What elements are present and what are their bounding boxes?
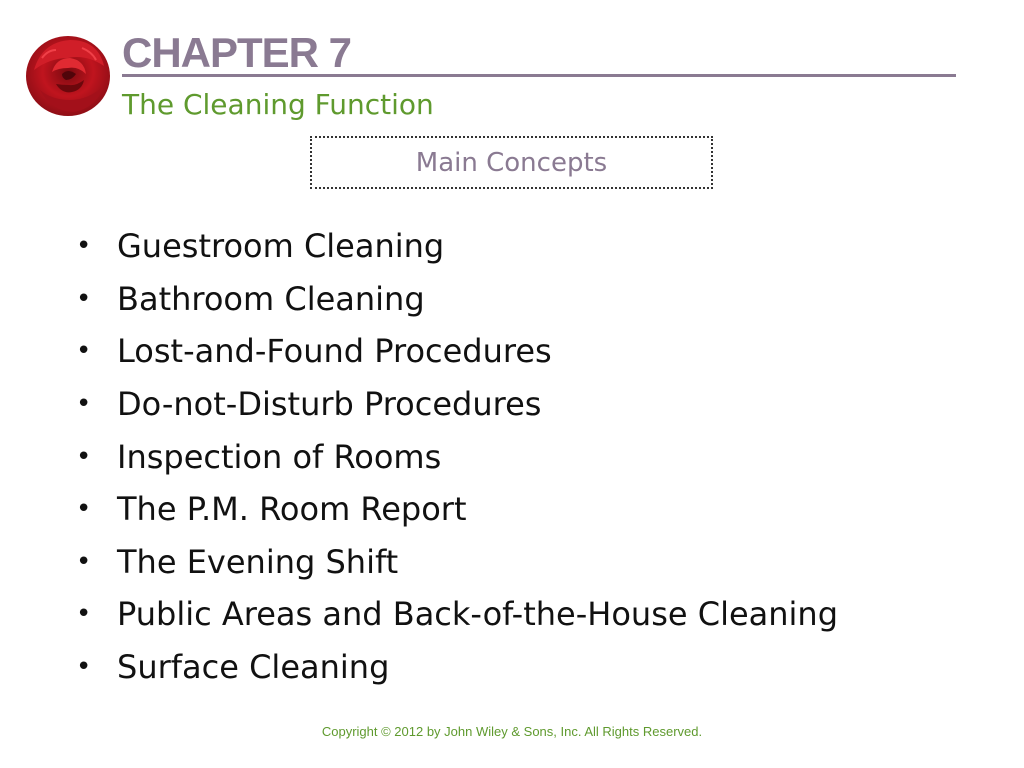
chapter-title: CHAPTER 7: [122, 29, 352, 76]
concept-text: The P.M. Room Report: [117, 490, 467, 529]
concept-text: Public Areas and Back-of-the-House Cleaning: [117, 595, 839, 634]
bullet-icon: •: [76, 336, 92, 367]
main-concepts-box: [310, 136, 713, 189]
list-item: [76, 220, 838, 273]
list-item: [76, 588, 838, 641]
list-item: [76, 378, 838, 431]
list-item: [76, 273, 838, 326]
list-item: [76, 641, 838, 694]
list-item: [76, 483, 838, 536]
list-item: [76, 325, 838, 378]
chapter-subtitle: The Cleaning Function: [122, 88, 434, 121]
title-underline: [122, 74, 956, 77]
bullet-icon: •: [76, 283, 92, 314]
bullet-icon: •: [76, 389, 92, 420]
concept-list: [76, 220, 838, 693]
copyright-notice: [0, 724, 1024, 739]
concept-text: Guestroom Cleaning: [117, 227, 445, 266]
main-concepts-label: Main Concepts: [415, 147, 608, 178]
rose-icon: [22, 28, 114, 120]
bullet-icon: •: [76, 652, 92, 683]
bullet-icon: •: [76, 231, 92, 262]
concept-text: Surface Cleaning: [117, 648, 390, 687]
bullet-icon: •: [76, 599, 92, 630]
concept-text: Inspection of Rooms: [117, 437, 442, 476]
concept-text: The Evening Shift: [117, 542, 399, 581]
bullet-icon: •: [76, 494, 92, 525]
copyright-text: Copyright © 2012 by John Wiley & Sons, Inc. All Rights Reserved.: [321, 724, 703, 739]
list-item: [76, 536, 838, 589]
concept-text: Bathroom Cleaning: [117, 279, 425, 318]
bullet-icon: •: [76, 441, 92, 472]
list-item: [76, 430, 838, 483]
bullet-icon: •: [76, 546, 92, 577]
concept-text: Lost-and-Found Procedures: [117, 332, 552, 371]
concept-text: Do-not-Disturb Procedures: [117, 385, 542, 424]
